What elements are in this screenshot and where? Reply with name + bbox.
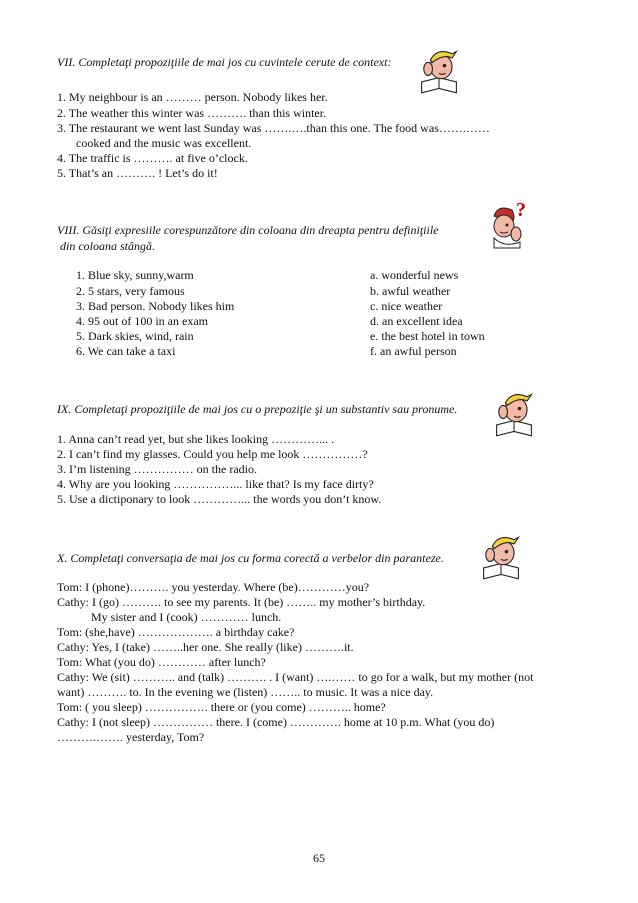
s7-item-4: 4. The traffic is ………. at five o’clock. (57, 151, 248, 165)
s8-left-4: 4. 95 out of 100 in an exam (76, 314, 208, 328)
s9-item-5: 5. Use a dictiponary to look …………... the words you don’t know. (57, 492, 382, 506)
svg-text:?: ? (516, 199, 526, 221)
thinking-person-icon (486, 198, 534, 254)
section-7-heading: VII. Completaţi propoziţiile de mai jos cu cuvintele cerute de context: (57, 55, 392, 69)
s10-line-7: Cathy: We (sit) ……….. and (talk) ………. . I (want) ….…… to go for a walk, but my mother (not (57, 670, 534, 684)
s9-item-3: 3. I’m listening …………… on the radio. (57, 462, 257, 476)
s8-right-b: b. awful weather (370, 284, 451, 298)
s8-left-5: 5. Dark skies, wind, rain (76, 329, 194, 343)
s10-line-9: Tom: ( you sleep) ……………. there or (you come) ……….. home? (57, 700, 386, 714)
s9-item-1: 1. Anna can’t read yet, but she likes looking …………... . (57, 432, 335, 446)
s8-left-1: 1. Blue sky, sunny,warm (76, 268, 194, 282)
s8-left-2: 2. 5 stars, very famous (76, 284, 185, 298)
reading-boy-icon (480, 531, 522, 585)
s7-item-1: 1. My neighbour is an ……… person. Nobody likes her. (57, 90, 328, 104)
s10-line-4: Tom: (she,have) ………………. a birthday cake? (57, 625, 295, 639)
s8-right-d: d. an excellent idea (370, 314, 463, 328)
section-8-heading-line2: din coloana stângă. (60, 239, 155, 253)
s7-item-3-cont: cooked and the music was excellent. (76, 136, 252, 150)
s10-line-10: Cathy: I (not sleep) …………… there. I (come) …………. home at 10 p.m. What (you do) (57, 715, 495, 729)
s10-line-11: ……….……. yesterday, Tom? (57, 730, 205, 744)
s8-left-3: 3. Bad person. Nobody likes him (76, 299, 235, 313)
s8-right-a: a. wonderful news (370, 268, 459, 282)
section-10-heading: X. Completaţi conversaţia de mai jos cu forma corectă a verbelor din paranteze. (57, 551, 444, 565)
s7-item-2: 2. The weather this winter was ………. than this winter. (57, 106, 327, 120)
s9-item-4: 4. Why are you looking ……………... like that? Is my face dirty? (57, 477, 374, 491)
s10-line-5: Cathy: Yes, I (take) ……..her one. She really (like) ……….it. (57, 640, 354, 654)
s8-left-6: 6. We can take a taxi (76, 344, 176, 358)
page-number: 65 (313, 851, 325, 865)
reading-boy-icon (418, 45, 460, 99)
s10-line-1: Tom: I (phone)………. you yesterday. Where (be)…………you? (57, 580, 370, 594)
s7-item-5: 5. That’s an ………. ! Let’s do it! (57, 166, 218, 180)
reading-boy-icon (493, 388, 535, 442)
s10-line-2: Cathy: I (go) ………. to see my parents. It (be) …….. my mother’s birthday. (57, 595, 426, 609)
s10-line-8: want) ………. to. In the evening we (listen) …….. to music. It was a nice day. (57, 685, 434, 699)
s8-right-c: c. nice weather (370, 299, 443, 313)
s8-right-e: e. the best hotel in town (370, 329, 485, 343)
s10-line-6: Tom: What (you do) ………… after lunch? (57, 655, 266, 669)
s10-line-3: My sister and I (cook) ………… lunch. (91, 610, 282, 624)
section-9-heading: IX. Completaţi propoziţiile de mai jos cu o prepoziţie şi un substantiv sau pronume. (57, 402, 458, 416)
section-8-heading-line1: VIII. Găsiţi expresiile corespunzătore din coloana din dreapta pentru definiţiile (57, 223, 439, 237)
s9-item-2: 2. I can’t find my glasses. Could you help me look ……………? (57, 447, 368, 461)
s7-item-3: 3. The restaurant we went last Sunday was …….….than this one. The food was…….…… (57, 121, 490, 135)
s8-right-f: f. an awful person (370, 344, 457, 358)
